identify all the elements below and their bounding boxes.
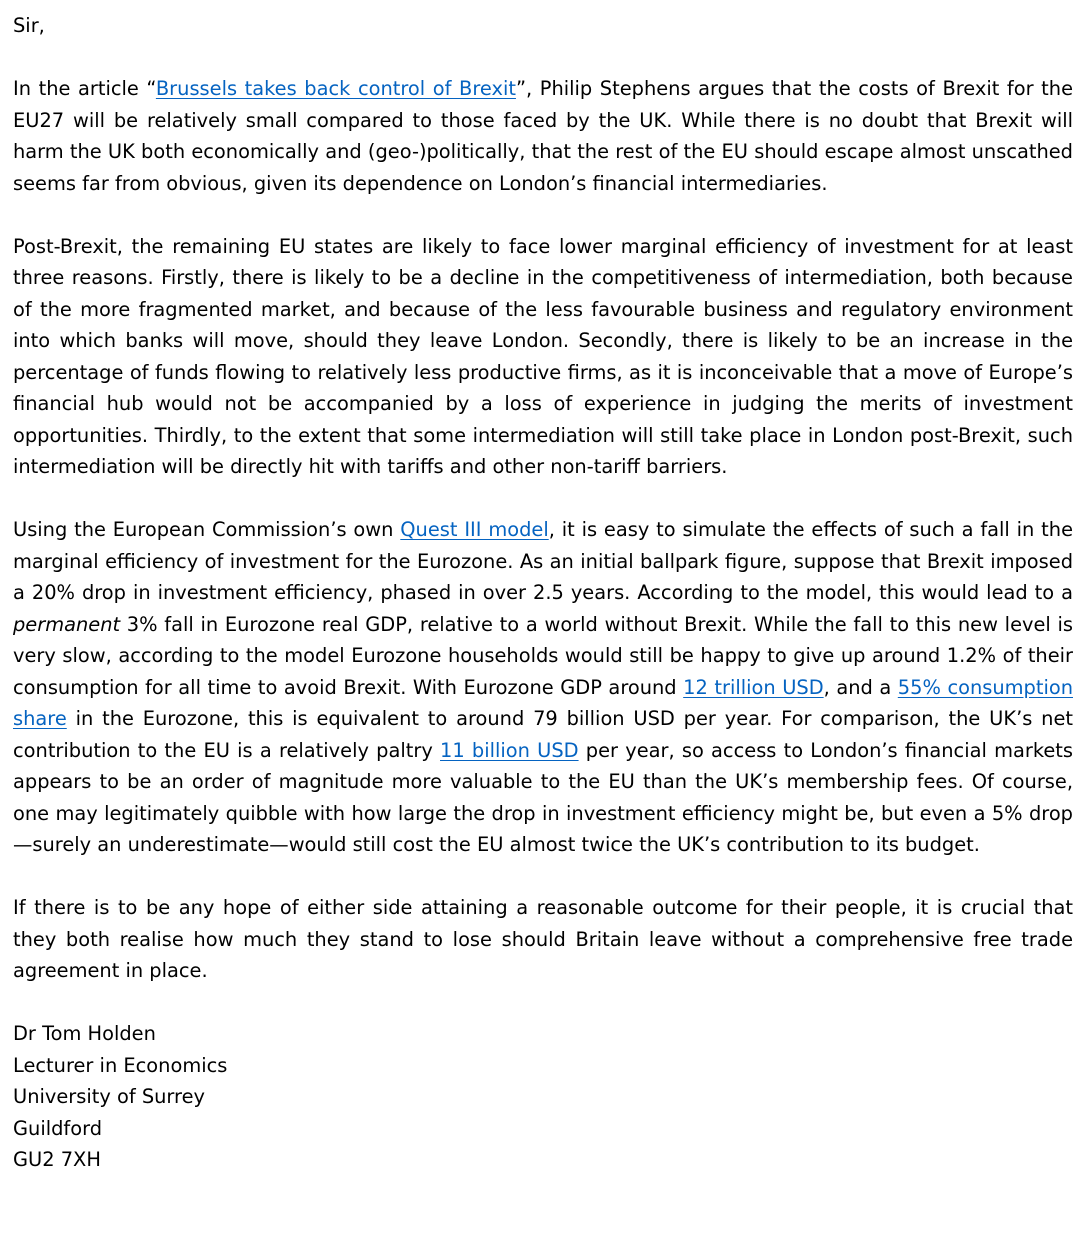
signature-city: Guildford — [13, 1116, 103, 1140]
uk-contribution-link[interactable]: 11 billion USD — [440, 738, 579, 762]
letter-document — [13, 10, 1073, 1176]
model-text-5: in the Eurozone, this is equivalent to around 79 billion USD per year. For comparison, the UK’s net contribution to the EU is a relatively paltry — [13, 707, 1073, 762]
model-text-1: Using the European Commission’s own — [13, 518, 401, 541]
consumption-share-link[interactable]: 55% consumption share — [13, 675, 1073, 730]
model-text-6: per year, so access to London’s financial markets appears to be an order of magnitude more valuable to the EU than the UK’s membership fees. Of course, one may legitimately quibble with how large the drop in investment efficiency might be, but even a 5% drop—surely an underestimate—would still cost the EU almost twice the UK’s contribution to its budget. — [13, 738, 1073, 856]
paragraph-intro — [13, 73, 1073, 199]
gdp-link[interactable]: 12 trillion USD — [683, 675, 824, 699]
model-text-2: , it is easy to simulate the effects of such a fall in the marginal efficiency of investment for the Eurozone. As an initial ballpark figure, suppose that Brexit imposed a 20% drop in investment efficiency, phased in over 2.5 years. According to the model, this would lead to a — [13, 518, 1074, 604]
paragraph-reasons: Post-Brexit, the remaining EU states are likely to face lower marginal efficiency of investment for at least three reasons. Firstly, there is likely to be a decline in the competitiveness of intermediation, both because of the more fragmented market, and because of the less favourable business and regulatory environment into which banks will move, should they leave London. Secondly, there is likely to be an increase in the percentage of funds flowing to relatively less productive firms, as it is inconceivable that a move of Europe’s financial hub would not be accompanied by a loss of experience in judging the merits of investment opportunities. Thirdly, to the extent that some intermediation will still take place in London post-Brexit, such intermediation will be directly hit with tariffs and other non-tariff barriers. — [13, 234, 1073, 478]
paragraph-intro-lead: In the article “ — [13, 77, 156, 100]
signature-title: Lecturer in Economics — [13, 1053, 228, 1077]
signature-block — [13, 1018, 1073, 1176]
paragraph-conclusion: If there is to be any hope of either side attaining a reasonable outcome for their people, it is crucial that they both realise how much they stand to lose should Britain leave without a comprehensive free trade agreement in place. — [13, 896, 1073, 982]
permanent-emphasis: permanent — [13, 612, 121, 636]
quest-model-link[interactable]: Quest III model — [400, 518, 549, 541]
model-text-3: 3% fall in Eurozone real GDP, relative to a world without Brexit. While the fall to this new level is very slow, according to the model Eurozone households would still be happy to give up around 1.2% of their consumption for all time to avoid Brexit. With Eurozone GDP around — [13, 612, 1073, 699]
signature-postcode: GU2 7XH — [13, 1148, 101, 1171]
model-text-4: , and a — [823, 675, 898, 699]
article-link[interactable]: Brussels takes back control of Brexit — [155, 77, 516, 100]
signature-institution: University of Surrey — [13, 1085, 206, 1108]
paragraph-intro-body: ”, Philip Stephens argues that the costs of Brexit for the EU27 will be relatively small compared to those faced by the UK. While there is no doubt that Brexit will harm the UK both economically and (geo-)politically, that the rest of the EU should escape almost unscathed seems far from obvious, given its dependence on London’s financial intermediaries. — [13, 77, 1074, 195]
paragraph-model — [13, 514, 1073, 861]
signature-name: Dr Tom Holden — [13, 1022, 156, 1045]
greeting: Sir, — [13, 14, 45, 37]
